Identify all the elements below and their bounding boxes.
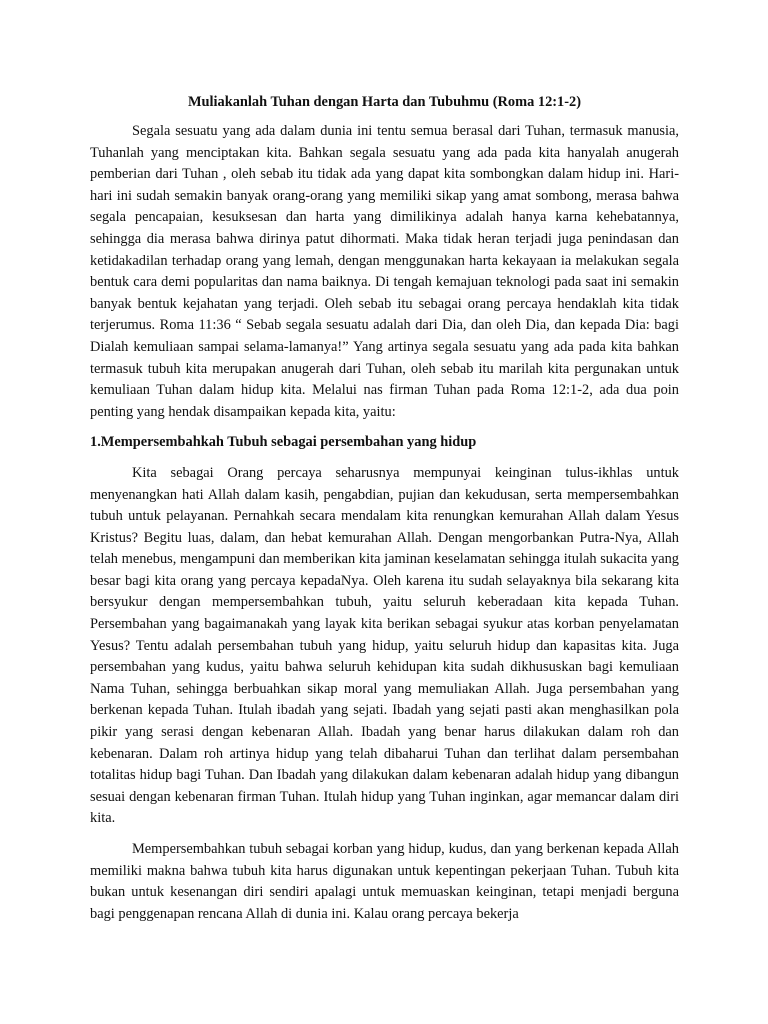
document-title: Muliakanlah Tuhan dengan Harta dan Tubuhmu (Roma 12:1-2) — [187, 94, 582, 110]
section-heading: 1.Mempersembahkah Tubuh sebagai persembahan yang hidup — [90, 434, 477, 451]
body-paragraph: Kita sebagai Orang percaya seharusnya mempunyai keinginan tulus-ikhlas untuk menyenangkan hati Allah dalam kasih, pengabdian, pujian dan kekudusan, serta mempersembahkan tubuh untuk pelayanan. Pernahkah secara mendalam kita renungkan kemurahan Allah dalam Yesus Kristus? Begitu luas, dalam, dan hebat kemurahan Allah. Dengan mengorbankan Putra-Nya, Allah telah menebus, mengampuni dan memberikan kita jaminan keselamatan sehingga itulah sukacita yang besar bagi kita orang yang percaya kepadaNya. Oleh karena itu sudah selayaknya bila sekarang kita bersyukur dengan mempersembahkan tubuh, yaitu seluruh keberadaan kita kepada Tuhan. Persembahan yang bagaimanakah yang layak kita berikan sebagai syukur atas korban penyelamatan Yesus? Tentu adalah persembahan tubuh yang hidup, yaitu seluruh hidup dan kapasitas kita. Juga persembahan yang kudus, yaitu bahwa seluruh kehidupan kita sudah dikhususkan bagi kemuliaan Nama Tuhan, sehingga berbuahkan sikap moral yang memuliakan Allah. Juga persembahan yang berkenan kepada Tuhan. Itulah ibadah yang sejati. Ibadah yang sejati pasti akan menghasilkan pola pikir yang serasi dengan kebenaran Allah. Ibadah yang benar harus dilakukan dalam roh dan kebenaran. Dalam roh artinya hidup yang telah dibaharui Tuhan dan terlihat dalam persembahan totalitas hidup bagi Tuhan. Dan Ibadah yang dilakukan dalam kebenaran adalah hidup yang dibangun sesuai dengan kebenaran firman Tuhan. Itulah hidup yang Tuhan inginkan, agar memancar dalam diri kita. — [90, 464, 679, 827]
intro-paragraph: Segala sesuatu yang ada dalam dunia ini tentu semua berasal dari Tuhan, termasuk manusia, Tuhanlah yang menciptakan kita. Bahkan segala sesuatu yang ada pada kita hanyalah anugerah pemberian dari Tuhan , oleh sebab itu tidak ada yang dapat kita sombongkan dalam hidup ini. Hari-hari ini sudah semakin banyak orang-orang yang memiliki sikap yang amat sombong, merasa bahwa segala pencapaian, kesuksesan dan harta yang dimilikinya adalah hanya karna kehebatannya, sehingga dia merasa bahwa dirinya patut dihormati. Maka tidak heran terjadi juga penindasan dan ketidakadilan terhadap orang yang lemah, dengan menggunakan harta kekayaan ia melakukan segala bentuk cara demi popularitas dan nama baiknya. Di tengah kemajuan teknologi pada saat ini semakin banyak bentuk kejahatan yang terjadi. Oleh sebab itu sebagai orang percaya hendaklah kita tidak terjerumus. Roma 11:36 “ Sebab segala sesuatu adalah dari Dia, dan oleh Dia, dan kepada Dia: bagi Dialah kemuliaan sampai selama-lamanya!” Yang artinya segala sesuatu yang ada pada kita bahkan termasuk tubuh kita merupakan anugerah dari Tuhan, oleh sebab itu marilah kita pergunakan untuk kemuliaan Tuhan dalam hidup kita. Melalui nas firman Tuhan pada Roma 12:1-2, ada dua poin penting yang hendak disampaikan kepada kita, yaitu: — [90, 123, 679, 420]
body-paragraph: Mempersembahkan tubuh sebagai korban yang hidup, kudus, dan yang berkenan kepada Allah memiliki makna bahwa tubuh kita harus digunakan untuk kepentingan pekerjaan Tuhan. Tubuh kita bukan untuk kesenangan diri sendiri apalagi untuk memuaskan keinginan, tetapi menjadi berguna bagi penggenapan rencana Allah di dunia ini. Kalau orang percaya bekerja — [90, 841, 679, 922]
